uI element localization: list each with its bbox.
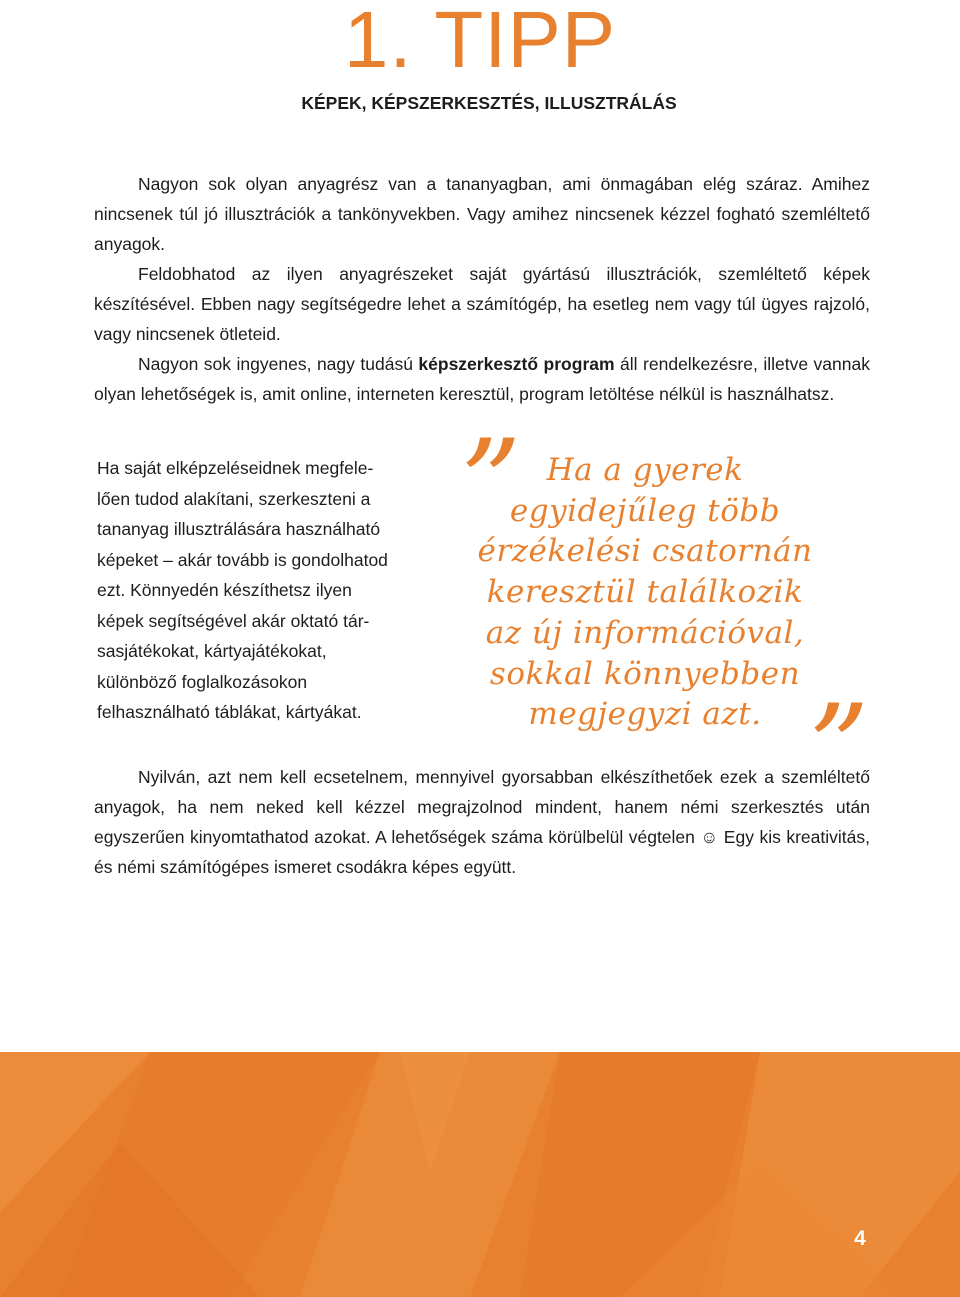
left-column-line: lően tudod alakítani, szerkeszteni a — [97, 488, 371, 509]
left-column-line: tananyag illusztrálására használható — [97, 519, 381, 539]
page-title: 1. TIPP — [343, 0, 617, 84]
page-number: 4 — [854, 1227, 866, 1250]
pull-quote-line: megjegyzi azt. — [528, 696, 762, 733]
highlight-image-editor: képszerkesztő program — [418, 354, 615, 374]
intro-paragraph-2: Feldobhatod az ilyen anyagrészeket saját gyártású illusztrációk, szemléltető képek készítésével. Ebben nagy segítségedre lehet a számítógép, ha esetleg nem vagy túl ügyes rajzoló, vagy nincsenek ötleteid. — [94, 264, 870, 344]
section-subtitle: KÉPEK, KÉPSZERKESZTÉS, ILLUSZTRÁLÁS — [301, 93, 677, 113]
footer-pattern — [0, 1052, 960, 1297]
left-column-line: képeket – akár tovább is gondolhatod — [97, 549, 388, 570]
intro-paragraph-1: Nagyon sok olyan anyagrész van a tananyagban, ami önmagában elég száraz. Amihez nincsenek túl jó illusztrációk a tankönyvekben. Vagy amihez nincsenek kézzel fogható szemléltető anyagok. — [94, 174, 870, 254]
left-column-line: sasjátékokat, kártyajátékokat, — [97, 641, 327, 661]
intro-paragraph-3 — [94, 349, 870, 409]
intro-paragraph-3-start: Nagyon sok ingyenes, nagy tudású — [138, 354, 419, 374]
pull-quote-line: érzékelési csatornán — [477, 533, 813, 570]
pull-quote-line: az új információval, — [485, 614, 805, 651]
left-column-line: ezt. Könnyedén készíthetsz ilyen — [97, 580, 352, 600]
left-column-line: felhasználható táblákat, kártyákat. — [97, 702, 362, 722]
pull-quote-line: sokkal könnyebben — [489, 655, 801, 692]
quote-open-icon: ” — [460, 415, 522, 554]
intro-paragraph-3-end: áll rendelkezésre, illetve vannak olyan lehetőségek is, amit online, interneten keresztül, program letöltése nélkül is használhatsz. — [94, 354, 870, 404]
pull-quote-line: Ha a gyerek — [546, 452, 744, 488]
left-column-line: Ha saját elképzeléseidnek megfele- — [97, 458, 374, 478]
outro-paragraph: Nyilván, azt nem kell ecsetelnem, mennyivel gyorsabban elkészíthetőek ezek a szemléltető anyagok, ha nem neked kell kézzel megrajzolnod mindent, hanem némi szerkesztés után egyszerűen kinyomtathatod azokat. A lehetőségek száma körülbelül végtelen ☺ Egy kis kreativitás, és némi számítógépes ismeret csodákra képes együtt. — [94, 767, 870, 877]
pull-quote — [465, 450, 825, 735]
outro-text — [94, 762, 870, 882]
footer-band — [0, 1052, 960, 1297]
pull-quote-line: keresztül találkozik — [486, 574, 804, 611]
pull-quote-line: egyidejűleg több — [509, 492, 781, 529]
quote-close-icon: ” — [808, 680, 870, 819]
left-column-text — [97, 453, 427, 728]
left-column-line: képek segítségével akár oktató tár- — [97, 610, 370, 631]
intro-text — [94, 169, 870, 409]
left-column-line: különböző foglalkozásokon — [97, 671, 308, 692]
